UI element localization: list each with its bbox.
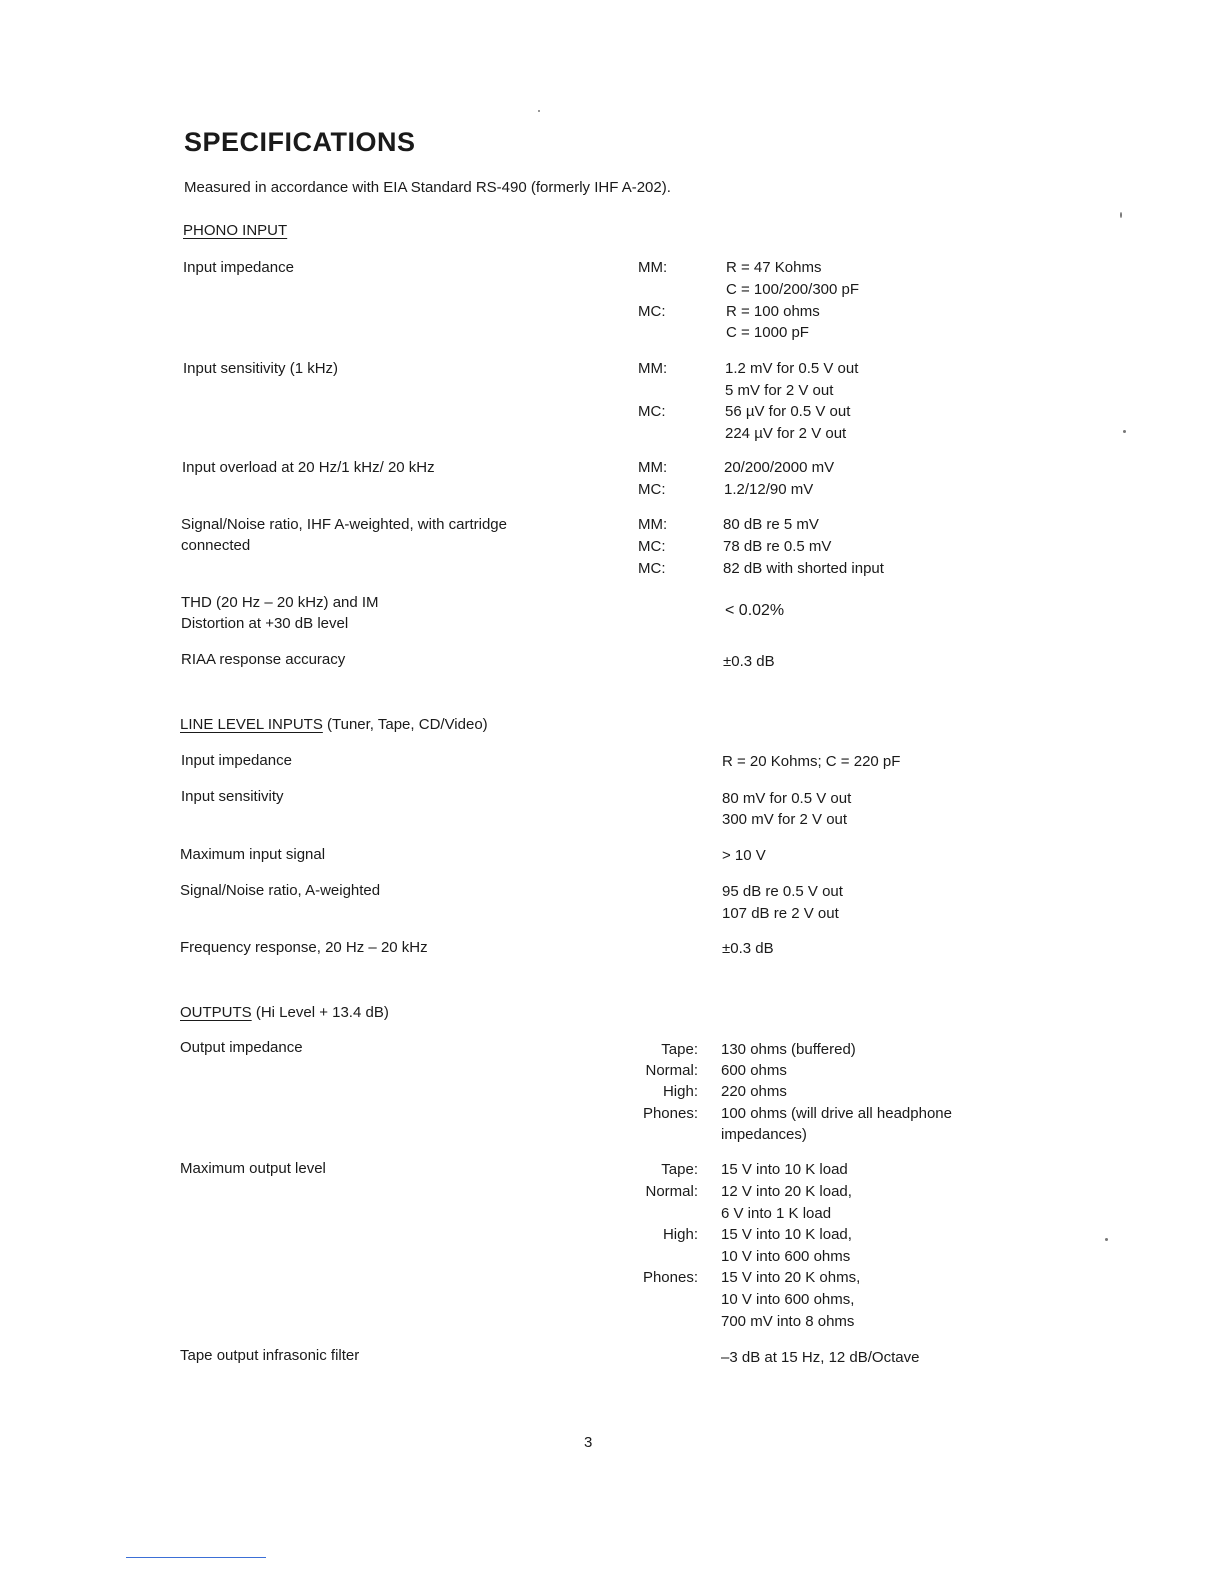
- phono-snr-mc-1: MC:: [638, 538, 666, 555]
- outputs-impedance-v1: 130 ohms (buffered): [721, 1041, 856, 1058]
- outputs-impedance-l4: Phones:: [642, 1105, 698, 1122]
- line-freq-label: Frequency response, 20 Hz – 20 kHz: [180, 939, 428, 956]
- outputs-impedance-v3: 220 ohms: [721, 1083, 787, 1100]
- phono-snr-mc-2: MC:: [638, 560, 666, 577]
- phono-impedance-v3: R = 100 ohms: [726, 303, 820, 320]
- outputs-heading-suffix: (Hi Level + 13.4 dB): [251, 1004, 389, 1021]
- phono-snr-v1: 80 dB re 5 mV: [723, 516, 819, 533]
- scan-speck: [538, 110, 540, 112]
- phono-impedance-mm: MM:: [638, 259, 668, 276]
- outputs-max-l4: Phones:: [642, 1269, 698, 1286]
- outputs-heading: OUTPUTS: [180, 1004, 252, 1021]
- outputs-max-v1: 15 V into 10 K load: [721, 1161, 848, 1178]
- line-max-value: > 10 V: [722, 847, 766, 864]
- phono-sensitivity-v1: 1.2 mV for 0.5 V out: [725, 360, 859, 377]
- line-impedance-label: Input impedance: [181, 752, 292, 769]
- phono-sensitivity-mc: MC:: [638, 403, 666, 420]
- phono-impedance-v4: C = 1000 pF: [726, 324, 809, 341]
- phono-impedance-v1: R = 47 Kohms: [726, 259, 822, 276]
- outputs-max-v8: 700 mV into 8 ohms: [721, 1313, 855, 1330]
- line-freq-value: ±0.3 dB: [722, 940, 774, 957]
- outputs-max-v2: 12 V into 20 K load,: [721, 1183, 852, 1200]
- phono-overload-v2: 1.2/12/90 mV: [724, 481, 814, 498]
- phono-riaa-label: RIAA response accuracy: [181, 651, 346, 668]
- phono-snr-mm: MM:: [638, 516, 668, 533]
- phono-impedance-label: Input impedance: [183, 259, 294, 276]
- phono-thd-value: < 0.02%: [725, 602, 785, 619]
- page-title: SPECIFICATIONS: [184, 127, 416, 157]
- phono-sensitivity-v3: 56 µV for 0.5 V out: [725, 403, 851, 420]
- line-heading: LINE LEVEL INPUTS: [180, 716, 323, 733]
- scan-speck: [1123, 430, 1126, 433]
- line-snr-v1: 95 dB re 0.5 V out: [722, 883, 843, 900]
- scan-edge-line: [126, 1557, 266, 1558]
- outputs-max-l3: High:: [662, 1226, 698, 1243]
- line-sensitivity-v2: 300 mV for 2 V out: [722, 811, 848, 828]
- phono-snr-v3: 82 dB with shorted input: [723, 560, 884, 577]
- line-snr-v2: 107 dB re 2 V out: [722, 905, 839, 922]
- outputs-max-l2: Normal:: [645, 1183, 698, 1200]
- outputs-impedance-v2: 600 ohms: [721, 1062, 787, 1079]
- phono-heading: PHONO INPUT: [183, 222, 288, 239]
- phono-thd-label-2: Distortion at +30 dB level: [181, 615, 349, 632]
- outputs-impedance-v4: 100 ohms (will drive all headphone: [721, 1105, 952, 1122]
- scan-speck: [1120, 212, 1122, 218]
- phono-impedance-mc: MC:: [638, 303, 666, 320]
- scan-speck: [1105, 1238, 1108, 1241]
- outputs-max-v6: 15 V into 20 K ohms,: [721, 1269, 861, 1286]
- line-sensitivity-label: Input sensitivity: [181, 788, 284, 805]
- outputs-max-l1: Tape:: [661, 1161, 698, 1178]
- line-snr-label: Signal/Noise ratio, A-weighted: [180, 882, 381, 899]
- line-sensitivity-v1: 80 mV for 0.5 V out: [722, 790, 852, 807]
- line-max-label: Maximum input signal: [180, 846, 326, 863]
- outputs-impedance-l1: Tape:: [661, 1041, 698, 1058]
- outputs-max-label: Maximum output level: [180, 1160, 326, 1177]
- outputs-max-v4: 15 V into 10 K load,: [721, 1226, 852, 1243]
- outputs-max-v5: 10 V into 600 ohms: [721, 1248, 851, 1265]
- phono-overload-v1: 20/200/2000 mV: [724, 459, 835, 476]
- intro-text: Measured in accordance with EIA Standard RS-490 (formerly IHF A-202).: [184, 179, 671, 196]
- phono-overload-mc: MC:: [638, 481, 666, 498]
- outputs-max-v7: 10 V into 600 ohms,: [721, 1291, 855, 1308]
- phono-overload-mm: MM:: [638, 459, 668, 476]
- outputs-filter-label: Tape output infrasonic filter: [180, 1347, 360, 1364]
- phono-sensitivity-mm: MM:: [638, 360, 668, 377]
- phono-snr-label-1: Signal/Noise ratio, IHF A-weighted, with cartridge: [181, 516, 507, 533]
- page-number: 3: [584, 1434, 593, 1451]
- line-impedance-value: R = 20 Kohms; C = 220 pF: [722, 753, 901, 770]
- phono-snr-v2: 78 dB re 0.5 mV: [723, 538, 832, 555]
- outputs-heading-row: [180, 1005, 389, 1020]
- line-heading-suffix: (Tuner, Tape, CD/Video): [322, 716, 488, 733]
- phono-sensitivity-v2: 5 mV for 2 V out: [725, 382, 834, 399]
- outputs-filter-value: –3 dB at 15 Hz, 12 dB/Octave: [721, 1349, 920, 1366]
- phono-snr-label-2: connected: [181, 537, 251, 554]
- phono-riaa-value: ±0.3 dB: [723, 653, 775, 670]
- phono-sensitivity-label: Input sensitivity (1 kHz): [183, 360, 339, 377]
- line-heading-row: [180, 717, 488, 732]
- phono-overload-label: Input overload at 20 Hz/1 kHz/ 20 kHz: [182, 459, 435, 476]
- phono-thd-label-1: THD (20 Hz – 20 kHz) and IM: [181, 594, 379, 611]
- outputs-impedance-l2: Normal:: [645, 1062, 698, 1079]
- outputs-impedance-l3: High:: [662, 1083, 698, 1100]
- outputs-max-v3: 6 V into 1 K load: [721, 1205, 832, 1222]
- outputs-impedance-v5: impedances): [721, 1126, 807, 1143]
- phono-impedance-v2: C = 100/200/300 pF: [726, 281, 860, 298]
- outputs-impedance-label: Output impedance: [180, 1039, 303, 1056]
- phono-sensitivity-v4: 224 µV for 2 V out: [725, 425, 847, 442]
